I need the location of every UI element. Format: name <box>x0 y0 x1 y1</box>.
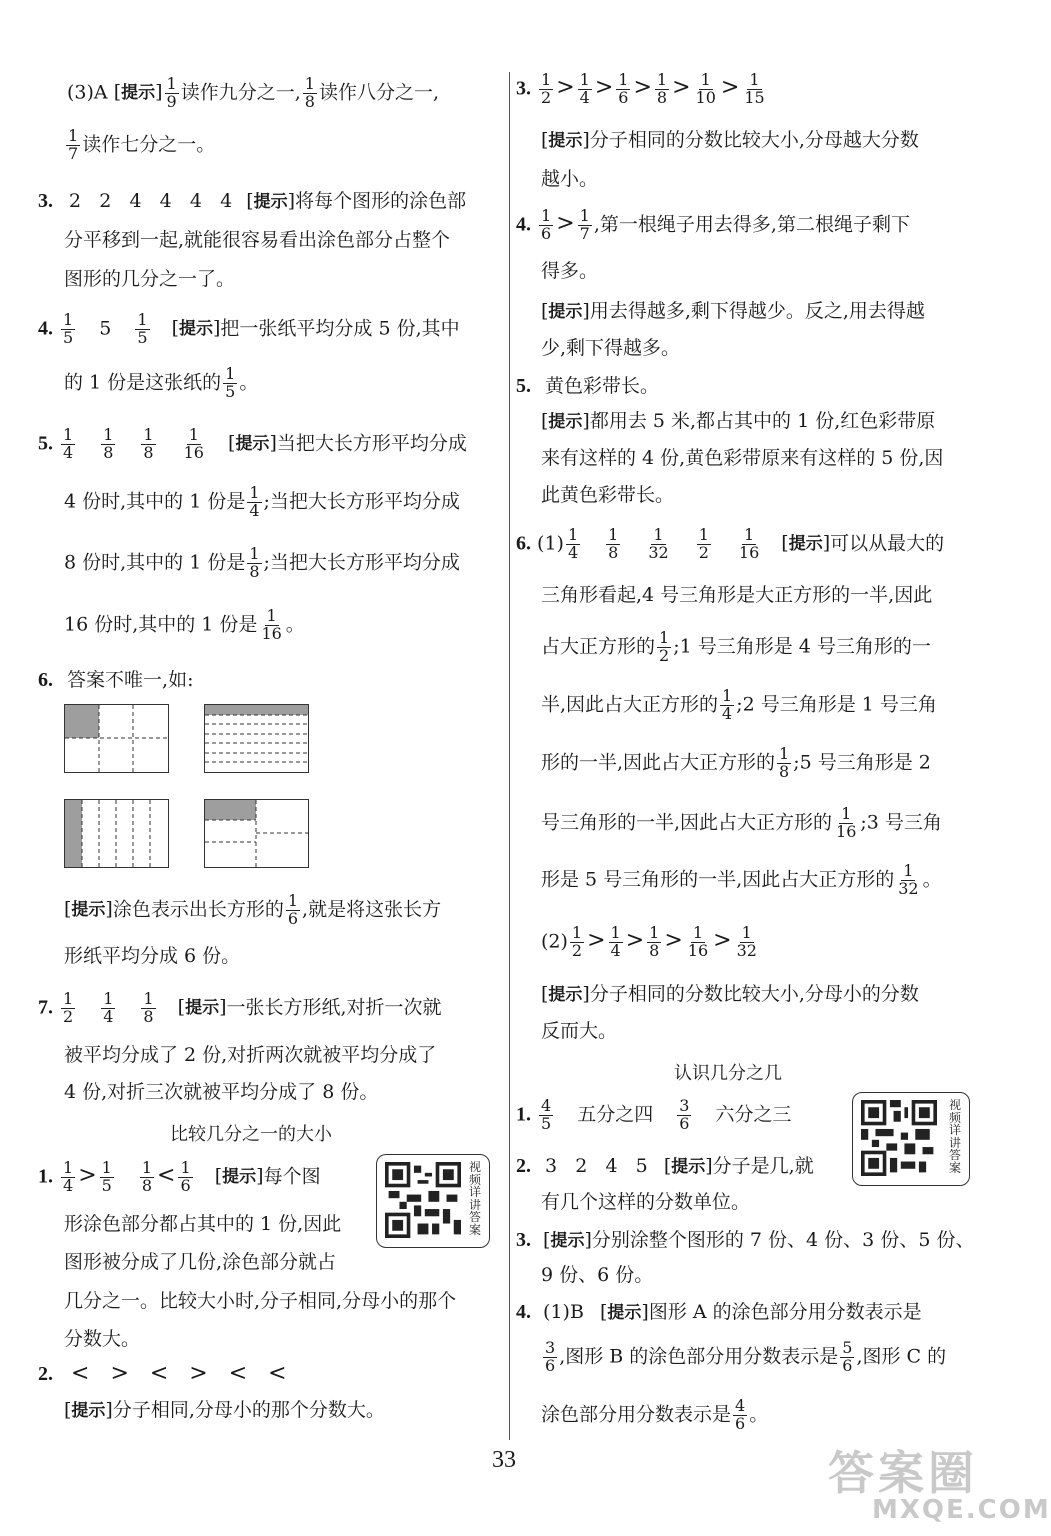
r6-line2: 三角形看起,4 号三角形是大正方形的一半,因此 <box>541 584 933 606</box>
qr-label: 视频详讲答案 <box>469 1160 482 1237</box>
r4-line2: 得多。 <box>541 260 599 282</box>
c1-line3: 图形被分成了几份,涂色部分就占 <box>64 1251 337 1273</box>
q5-line2: 4 份时,其中的 1 份是 $\frac{1}{4}$ ;当把大长方形平均分成 <box>64 483 460 520</box>
r6-line3: 占大正方形的 $\frac{1}{2}$ ;1 号三角形是 4 号三角形的一 <box>541 628 931 665</box>
r4-hint2: 少,剩下得越多。 <box>541 337 681 359</box>
r6-line6: 号三角形的一半,因此占大正方形的 $\frac{1}{16}$ ;3 号三角 <box>541 804 942 841</box>
qr-code-right[interactable] <box>852 1092 970 1186</box>
q7-line1: 7. $\frac{1}{2}$ $\frac{1}{4}$ $\frac{1}{8}$ [提示]一张长方形纸,对折一次就 <box>38 989 442 1026</box>
c1-line1: 1. $\frac{1}{4}$ > $\frac{1}{5}$ $\frac{1}{8}$ < $\frac{1}{6}$ [提示]每个图 <box>38 1158 321 1195</box>
r6-line7: 形是 5 号三角形的一半,因此占大正方形的 $\frac{1}{32}$ 。 <box>541 861 942 898</box>
s4-line2: $\frac{3}{6}$ ,图形 B 的涂色部分用分数表示是 $\frac{5}{6}$ ,图形 C 的 <box>545 1338 947 1375</box>
fraction: $\frac{1}{9}$ <box>166 74 177 111</box>
section-title-fractions: 认识几分之几 <box>674 1063 782 1084</box>
r3-line1: 3. $\frac{1}{2}$ > $\frac{1}{4}$ > $\frac{1}{6}$ > $\frac{1}{8}$ > $\frac{1}{10}$ > $\frac{1}{15}$ <box>516 70 765 107</box>
s1-line: 1. $\frac{4}{5}$ 五分之四 $\frac{3}{6}$ 六分之三 <box>516 1096 792 1133</box>
qr-code-icon <box>385 1162 461 1238</box>
qr-label: 视频详讲答案 <box>949 1098 962 1175</box>
text: (3)A <box>67 81 108 104</box>
rect-figure-columns <box>64 799 169 868</box>
q7-line2: 被平均分成了 2 份,对折两次就被平均分成了 <box>64 1044 437 1066</box>
text: 读作七分之一。 <box>82 133 216 156</box>
r3-hint1: [提示]分子相同的分数比较大小,分母越大分数 <box>541 129 919 151</box>
c1-line2: 形涂色部分都占其中的 1 份,因此 <box>64 1213 342 1235</box>
c2-line1: 2. < > < > < < <box>38 1361 287 1386</box>
s2-line1: 2. 3 2 4 5 [提示]分子是几,就 <box>516 1155 814 1177</box>
l2-line <box>64 128 215 163</box>
q5-line4: 16 份时,其中的 1 份是 $\frac{1}{16}$ 。 <box>64 606 305 643</box>
fraction: $\frac{1}{7}$ <box>68 126 79 163</box>
column-divider <box>509 72 510 1440</box>
q5-line1: 5. $\frac{1}{4}$ $\frac{1}{8}$ $\frac{1}{8}$ $\frac{1}{16}$ [提示]当把大长方形平均分成 <box>38 425 467 462</box>
q5-line3: 8 份时,其中的 1 份是 $\frac{1}{8}$ ;当把大长方形平均分成 <box>64 544 460 581</box>
q7-line3: 4 份,对折三次就被平均分成了 8 份。 <box>64 1081 379 1103</box>
r3-hint2: 越小。 <box>541 168 599 190</box>
hint-tag: [提示] <box>113 81 163 104</box>
r6-part2-hint2: 反而大。 <box>541 1020 618 1042</box>
r5-hint3: 此黄色彩带长。 <box>541 484 675 506</box>
q6-hint-line1: [提示]涂色表示出长方形的 $\frac{1}{6}$ ,就是将这张长方 <box>64 891 442 928</box>
c1-line5: 分数大。 <box>64 1328 141 1350</box>
r6-part2: (2) $\frac{1}{2}$ > $\frac{1}{4}$ > $\frac{1}{8}$ > $\frac{1}{16}$ > $\frac{1}{32}$ <box>541 923 757 960</box>
s3-line1: 3. [提示]分别涂整个图形的 7 份、4 份、3 份、5 份、 <box>516 1229 975 1251</box>
text: 读作九分之一, <box>180 81 301 104</box>
l1-line <box>67 76 439 111</box>
r5-hint1: [提示]都用去 5 米,都占其中的 1 份,红色彩带原 <box>541 410 936 432</box>
s3-line2: 9 份、6 份。 <box>541 1264 654 1286</box>
section-title-compare: 比较几分之一的大小 <box>170 1124 332 1145</box>
q6-line1: 6. 答案不唯一,如: <box>38 669 194 691</box>
watermark: 答案圈 MXQE.COM <box>828 1446 1051 1525</box>
q4-line1: 4. $\frac{1}{5}$ 5 $\frac{1}{5}$ [提示]把一张纸平均分成 5 份,其中 <box>38 310 460 347</box>
c2-line2: [提示]分子相同,分母小的那个分数大。 <box>64 1399 385 1421</box>
r4-line1: 4. $\frac{1}{6}$ > $\frac{1}{7}$ ,第一根绳子用去得多,第二根绳子剩下 <box>516 206 910 243</box>
q3-line3: 图形的几分之一了。 <box>64 268 236 290</box>
qr-code-left[interactable] <box>376 1154 490 1248</box>
r5-line1: 5. 黄色彩带长。 <box>516 375 660 397</box>
s2-line2: 有几个这样的分数单位。 <box>541 1191 751 1213</box>
qr-code-icon <box>861 1100 937 1176</box>
s4-line3: 涂色部分用分数表示是 $\frac{4}{6}$ 。 <box>541 1396 769 1433</box>
q4-line2: 的 1 份是这张纸的 $\frac{1}{5}$ 。 <box>64 364 259 401</box>
fraction: $\frac{1}{8}$ <box>304 74 315 111</box>
rect-figure-rows <box>204 704 309 773</box>
q3-line1: 3. 2 2 4 4 4 4 [提示]将每个图形的涂色部 <box>38 190 467 212</box>
r6-line5: 形的一半,因此占大正方形的 $\frac{1}{8}$ ;5 号三角形是 2 <box>541 744 931 781</box>
s4-line1: 4. (1)B [提示]图形 A 的涂色部分用分数表示是 <box>516 1301 922 1323</box>
r6-line1: 6. (1) $\frac{1}{4}$ $\frac{1}{8}$ $\frac{1}{32}$ $\frac{1}{2}$ $\frac{1}{16}$ [提示]可以从最大的 <box>516 525 945 562</box>
text: 读作八分之一, <box>318 81 439 104</box>
q3-line2: 分平移到一起,就能很容易看出涂色部分占整个 <box>64 229 451 251</box>
q6-hint-line2: 形纸平均分成 6 份。 <box>64 945 241 967</box>
r6-line4: 半,因此占大正方形的 $\frac{1}{4}$ ;2 号三角形是 1 号三角 <box>541 686 937 723</box>
rect-figure-grid <box>64 704 169 773</box>
r5-hint2: 来有这样的 4 份,黄色彩带原来有这样的 5 份,因 <box>541 447 944 469</box>
rect-figure-mixed <box>204 799 309 868</box>
c1-line4: 几分之一。比较大小时,分子相同,分母小的那个 <box>64 1290 457 1312</box>
page-number: 33 <box>492 1447 516 1473</box>
r6-part2-hint1: [提示]分子相同的分数比较大小,分母小的分数 <box>541 983 919 1005</box>
r4-hint1: [提示]用去得越多,剩下得越少。反之,用去得越 <box>541 300 925 322</box>
